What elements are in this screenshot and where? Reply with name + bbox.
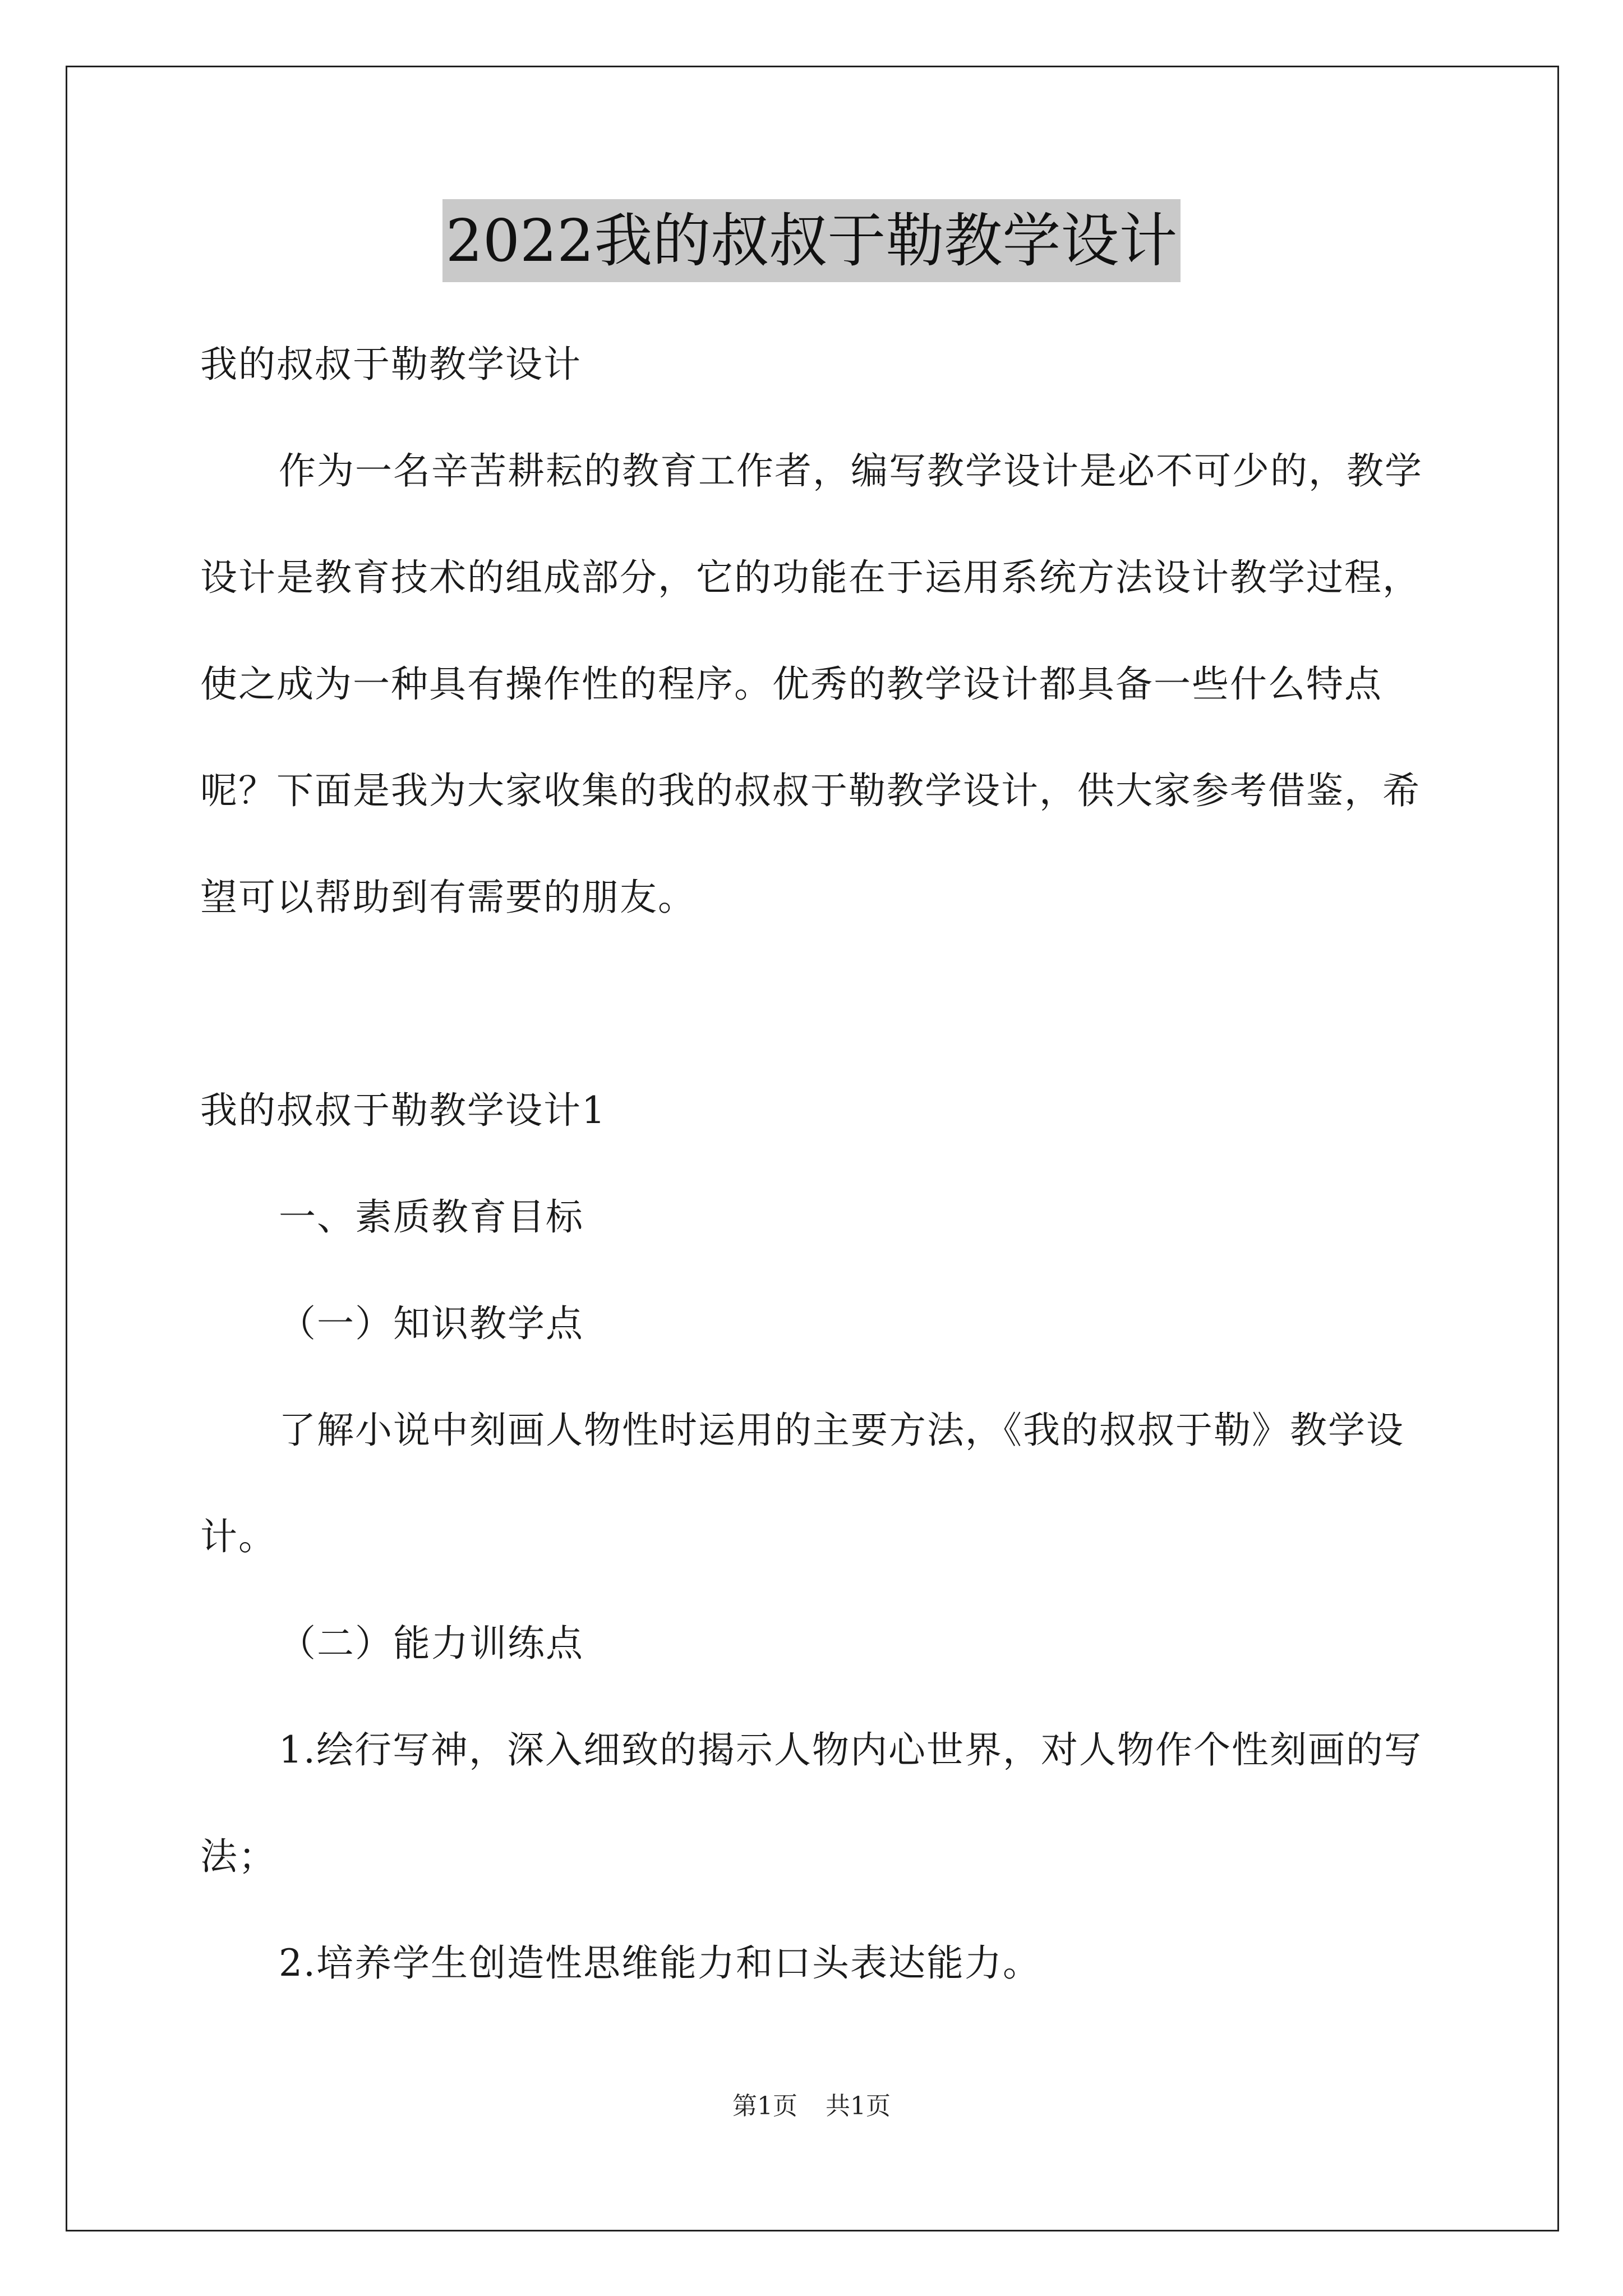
page-number: 第1页 <box>732 2092 797 2120</box>
document-title: 2022我的叔叔于勒教学设计 <box>442 199 1181 282</box>
document-body <box>200 311 1428 2017</box>
page-footer <box>0 2090 1623 2123</box>
ability-item-1: 1.绘行写神，深入细致的揭示人物内心世界，对人物作个性刻画的写法； <box>200 1728 1422 1878</box>
knowledge-paragraph: 了解小说中刻画人物性时运用的主要方法，《我的叔叔于勒》教学设计。 <box>200 1409 1404 1558</box>
title-container <box>0 199 1623 282</box>
section-heading: 我的叔叔于勒教学设计1 <box>200 1089 606 1132</box>
goal-heading: 一、素质教育目标 <box>279 1195 584 1239</box>
spacer <box>200 951 1428 1057</box>
ability-item-2: 2.培养学生创造性思维能力和口头表达能力。 <box>279 1941 1041 1985</box>
subtitle: 我的叔叔于勒教学设计 <box>200 343 582 386</box>
ability-heading: （二）能力训练点 <box>279 1622 584 1665</box>
intro-paragraph: 作为一名辛苦耕耘的教育工作者，编写教学设计是必不可少的，教学设计是教育技术的组成部分，它的功能在于运用系统方法设计教学过程，使之成为一种具有操作性的程序。优秀的教学设计都具备一些什么特点呢？下面是我为大家收集的我的叔叔于勒教学设计，供大家参考借鉴，希望可以帮助到有需要的朋友。 <box>200 449 1423 919</box>
page-total: 共1页 <box>826 2092 891 2120</box>
knowledge-heading: （一）知识教学点 <box>279 1302 584 1345</box>
